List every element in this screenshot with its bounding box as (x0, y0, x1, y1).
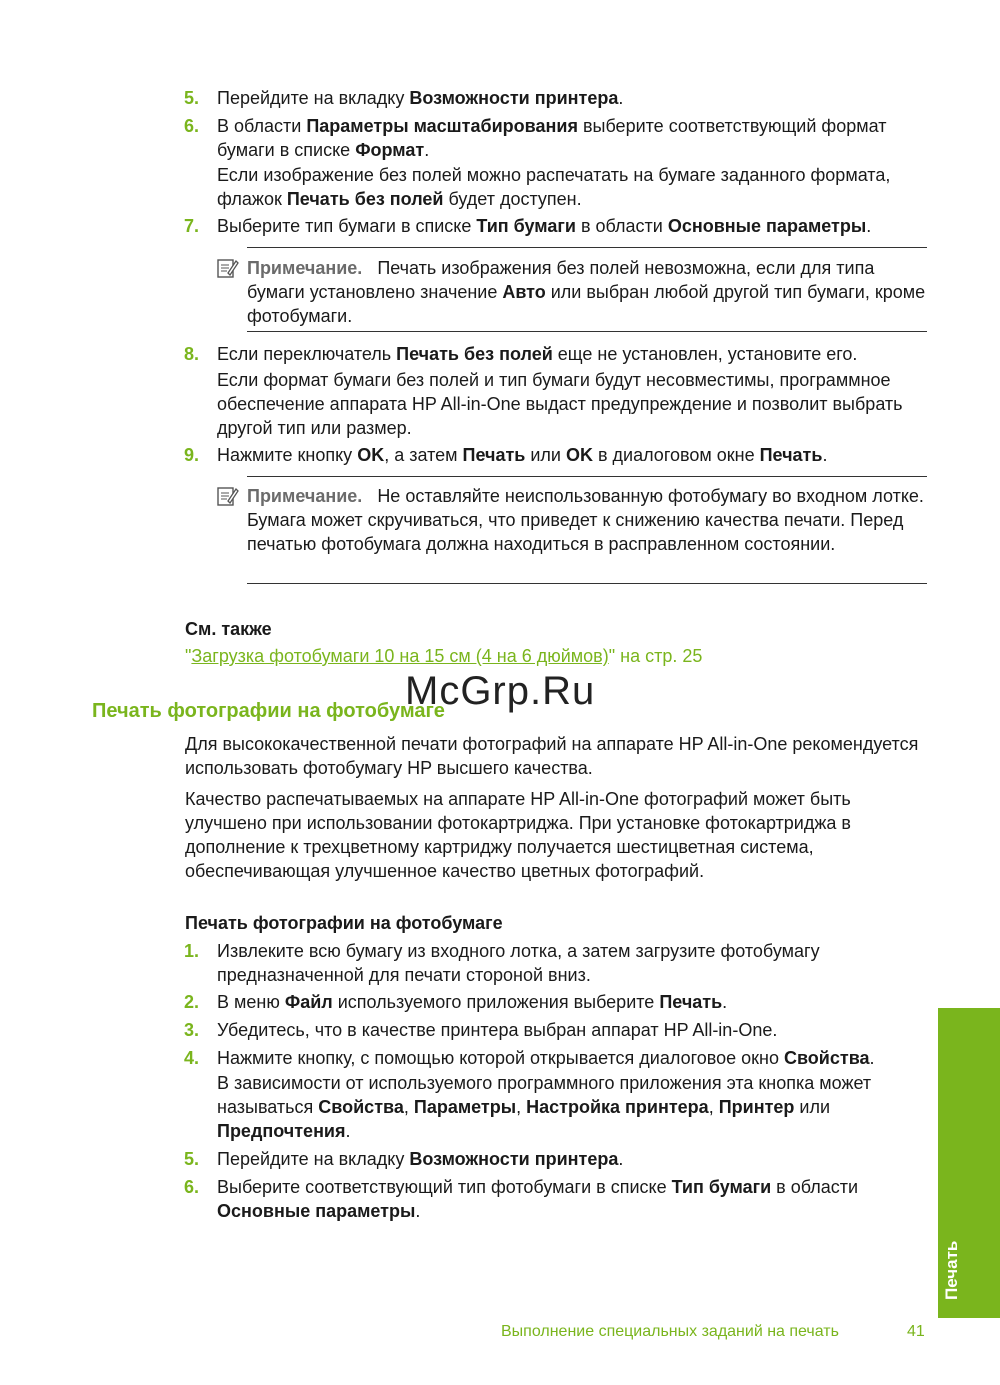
note-rule-bottom (247, 331, 927, 332)
step-number: 7. (184, 216, 200, 236)
step-text: Перейдите на вкладку Возможности принтера. (217, 88, 624, 108)
note-rule-top (247, 476, 927, 477)
step-text: Извлеките всю бумагу из входного лотка, а затем загрузите фотобумагу предназначенной для печати стороной вниз. (217, 941, 820, 985)
step-text: Нажмите кнопку, с помощью которой открывается диалоговое окно Свойства. (217, 1048, 875, 1068)
note-rule-top (247, 247, 927, 248)
step-number: 5. (184, 88, 200, 108)
step-number: 6. (184, 116, 200, 136)
step-text: Нажмите кнопку OK, а затем Печать или OK в диалоговом окне Печать. (217, 445, 828, 465)
step-text: В меню Файл используемого приложения выберите Печать. (217, 992, 728, 1012)
step-text: В области Параметры масштабирования выберите соответствующий формат бумаги в списке Формат. (217, 116, 887, 160)
watermark: McGrp.Ru (405, 669, 596, 713)
note-pencil-icon (217, 485, 239, 507)
note-text: Примечание. Не оставляйте неиспользованную фотобумагу во входном лотке. Бумага может скручиваться, что приведет к снижению качества печати. Перед печатью фотобумага должна находиться в расправленном состоянии. (247, 486, 924, 554)
step-number: 3. (184, 1020, 200, 1040)
step-number: 1. (184, 941, 200, 961)
step-extra-text: Если формат бумаги без полей и тип бумаги будут несовместимы, программное обеспечение аппарата HP All-in-One выдаст предупреждение и позволит выбрать другой тип или размер. (217, 370, 903, 438)
section-paragraph-1: Для высококачественной печати фотографий на аппарате HP All-in-One рекомендуется использовать фотобумагу HP высшего качества. (185, 734, 919, 778)
section-title: Печать фотографии на фотобумаге (92, 700, 445, 722)
procedure-heading: Печать фотографии на фотобумаге (185, 913, 503, 933)
step-number: 9. (184, 445, 200, 465)
footer-chapter-title: Выполнение специальных заданий на печать (501, 1323, 839, 1340)
note-pencil-icon (217, 257, 239, 279)
section-paragraph-2: Качество распечатываемых на аппарате HP All-in-One фотографий может быть улучшено при использовании фотокартриджа. При установке фотокартриджа в дополнение к трехцветному картриджу получается шестицветная система, обеспечивающая улучшенное качество цветных фотографий. (185, 789, 851, 881)
step-text: Если переключатель Печать без полей еще не установлен, установите его. (217, 344, 858, 364)
step-text: Выберите соответствующий тип фотобумаги в списке Тип бумаги в области Основные параметры. (217, 1177, 859, 1221)
step-text: Убедитесь, что в качестве принтера выбран аппарат HP All-in-One. (217, 1020, 778, 1040)
see-also-heading: См. также (185, 619, 272, 639)
step-number: 8. (184, 344, 200, 364)
note-text: Примечание. Печать изображения без полей невозможна, если для типа бумаги установлено значение Авто или выбран любой другой тип бумаги, кроме фотобумаги. (247, 258, 926, 326)
see-also-line: "Загрузка фотобумаги 10 на 15 см (4 на 6 дюймов)" на стр. 25 (185, 646, 703, 666)
footer-page-number: 41 (907, 1323, 925, 1340)
step-number: 5. (184, 1149, 200, 1169)
step-extra-text: Если изображение без полей можно распечатать на бумаге заданного формата, флажок Печать без полей будет доступен. (217, 165, 891, 209)
step-extra-text: В зависимости от используемого программного приложения эта кнопка может называться Свойства, Параметры, Настройка принтера, Принтер или Предпочтения. (217, 1073, 872, 1141)
note-rule-bottom (247, 583, 927, 584)
step-text: Перейдите на вкладку Возможности принтера. (217, 1149, 624, 1169)
step-number: 6. (184, 1177, 200, 1197)
chapter-side-tab-label: Печать (942, 1240, 961, 1300)
step-number: 4. (184, 1048, 200, 1068)
step-number: 2. (184, 992, 200, 1012)
see-also-link[interactable]: Загрузка фотобумаги 10 на 15 см (4 на 6 дюймов) (191, 646, 609, 666)
step-text: Выберите тип бумаги в списке Тип бумаги в области Основные параметры. (217, 216, 872, 236)
